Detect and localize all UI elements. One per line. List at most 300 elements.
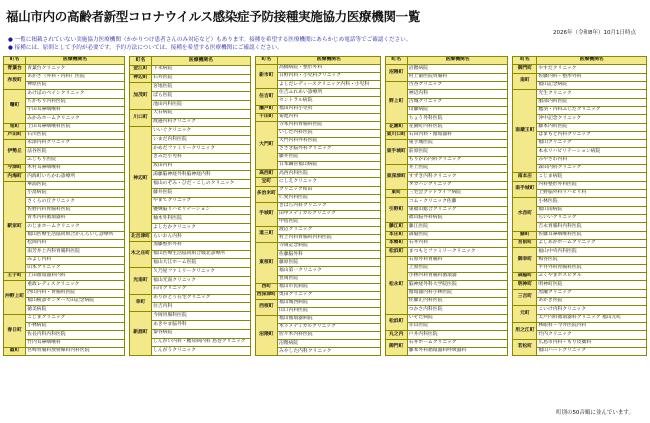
institution-cell: 藤原医院 <box>277 259 380 267</box>
clinic-table-4 <box>385 56 509 356</box>
institution-cell: ありがとう在宅クリニック <box>152 294 251 303</box>
area-cell: 松永町 <box>385 256 407 314</box>
area-cell: 曙町 <box>4 90 26 123</box>
table-row <box>385 239 508 247</box>
institution-cell: 戸井内科医院 <box>407 331 508 339</box>
table-row <box>255 291 380 299</box>
clinic-table-1 <box>3 56 125 356</box>
table-row <box>255 113 380 121</box>
table-row <box>513 173 647 181</box>
table-row <box>4 90 125 98</box>
area-cell: 元町 <box>513 306 537 323</box>
area-cell: 沖野上町 <box>4 281 26 314</box>
area-cell: 千田町 <box>255 113 277 121</box>
institution-cell: あかぎ医院 <box>537 298 647 306</box>
institution-cell: コム・クリニック佐藤 <box>407 198 508 206</box>
institution-cell: つかさ内科医院 <box>407 306 508 314</box>
institution-cell: 山本クリニック <box>26 264 125 272</box>
table-row <box>255 299 380 307</box>
area-cell: 引野町 <box>385 198 407 223</box>
area-cell: 御門町 <box>513 65 537 73</box>
institution-cell: 坂田内科 <box>152 162 251 171</box>
table-row <box>385 248 508 256</box>
institution-cell: 宇田耳鼻咽喉科 <box>26 106 125 114</box>
area-cell: 東町 <box>385 190 407 198</box>
table-row <box>385 65 508 73</box>
table-row <box>513 231 647 239</box>
institution-cell: まつもとファミリークリニック <box>407 248 508 256</box>
clinic-table-3 <box>255 56 381 356</box>
institution-cell: 青葉台クリニック <box>26 65 125 73</box>
area-cell: 駅家町 <box>4 181 26 272</box>
table-row <box>513 273 647 281</box>
institution-cell: 光生クリニック <box>537 90 647 98</box>
institution-cell: ばら医院 <box>152 92 251 101</box>
area-cell: 高西町 <box>255 170 277 178</box>
area-cell: 若松町 <box>513 339 537 356</box>
table-row <box>129 312 250 321</box>
institution-cell: 鷹羽・内科ふじたクリニック <box>537 106 647 114</box>
area-cell: 南手城町 <box>513 181 537 198</box>
table-row <box>129 74 250 83</box>
institution-cell: 松岡内科 <box>26 239 125 247</box>
area-cell: 沼隈町 <box>385 65 407 82</box>
institution-cell: みよし内科 <box>26 256 125 264</box>
table-row <box>513 198 647 206</box>
institution-cell: 住吉ふれあい診療所 <box>277 89 380 97</box>
institution-cell: 藤江医院 <box>407 223 508 231</box>
institution-cell: 福山ハートクリニック <box>537 347 647 356</box>
institution-cell: 仁愛内科医院 <box>277 194 380 202</box>
table-row <box>129 109 250 118</box>
institution-cell: しんがうクリニック <box>152 347 251 356</box>
as-of-date: 2026年（令和8年）10月1日時点 <box>553 30 636 36</box>
institution-cell: 神原医院 <box>26 81 125 89</box>
table-row <box>255 65 380 73</box>
institution-cell: 村上内科胃腸科内科医院 <box>277 235 380 243</box>
institution-cell: いそだ病院 <box>407 314 508 322</box>
institution-cell: 豊岡医院 <box>277 275 380 283</box>
institution-cell: 福山記念病院 <box>537 81 647 89</box>
institution-cell: 内科整形外科医院 <box>537 181 647 189</box>
institution-cell: 小林内科胃腸科循環器 <box>407 273 508 281</box>
institution-cell: 福山クリニック <box>537 140 647 148</box>
area-cell: 木之庄町 <box>129 241 151 267</box>
area-cell: 東川口町 <box>385 131 407 139</box>
institution-cell: 優輝脳リハビリテーション <box>152 206 251 215</box>
institution-cell: 福山南病院 <box>537 206 647 214</box>
institution-cell: こじま病院 <box>537 173 647 181</box>
institution-cell: 神辺内科 <box>407 90 508 98</box>
table-row <box>255 170 380 178</box>
institution-cell: 竹内クリニック <box>537 331 647 339</box>
table-row <box>385 256 508 264</box>
institution-cell: 福山大江ホーム医院 <box>152 259 251 268</box>
institution-cell: 福山検診センター大田記念病院 <box>26 298 125 306</box>
institution-cell: 小林病院 <box>26 323 125 331</box>
table-row <box>129 65 250 74</box>
institution-cell: 木村耳鼻咽喉科 <box>26 165 125 173</box>
area-cell: 東手城町 <box>385 140 407 165</box>
header-area: 町名 <box>513 57 537 65</box>
institution-cell: あきやま脳外科 <box>152 320 251 329</box>
institution-cell: 脳神経外科大学院医院 <box>407 281 508 289</box>
institution-cell: 太戸内科循環器科クリニック 福山元町 <box>537 314 647 322</box>
institution-cell: 福田内科小児科 <box>277 105 380 113</box>
institution-cell: 秦谷病院 <box>152 329 251 338</box>
institution-cell: きはら内科クリニック <box>277 202 380 210</box>
institution-cell: よしあかホームクリニック <box>537 239 647 247</box>
table-row <box>4 347 125 356</box>
institution-cell: 広島市内科・もり皮膚科 <box>537 339 647 347</box>
area-cell: 新市町 <box>255 65 277 89</box>
table-row <box>513 289 647 297</box>
area-cell: 南本庄 <box>513 173 537 181</box>
table-row <box>255 243 380 251</box>
institution-cell: 高橋病院・整形外科 <box>277 65 380 73</box>
institution-cell: 佐藤正内科医院 <box>407 298 508 306</box>
table-row <box>385 314 508 322</box>
institution-cell: 佐々木内科医院 <box>277 332 380 340</box>
area-cell: 瀬戸町 <box>255 105 277 113</box>
area-cell: 住吉町 <box>255 89 277 105</box>
table-row <box>129 268 250 277</box>
area-cell: 東桜町 <box>255 243 277 283</box>
header-area: 町名 <box>4 57 26 65</box>
area-cell: 宝町 <box>255 178 277 186</box>
institution-cell: 村上歯医院胃腸科 <box>407 73 508 81</box>
table-row <box>385 165 508 173</box>
area-cell: 御門町 <box>385 339 407 356</box>
institution-cell: はまもと内科クリニック <box>537 131 647 139</box>
institution-cell: 石井医院 <box>152 74 251 83</box>
institution-cell: 福山光南クリニック <box>152 276 251 285</box>
institution-cell: かめだファミリークリニック <box>152 144 251 153</box>
institution-cell: タカハシクリニック <box>407 181 508 189</box>
header-area: 町名 <box>129 57 151 66</box>
table-row <box>513 181 647 189</box>
institution-cell: ちかもり内科医院 <box>26 98 125 106</box>
area-cell: 宮前町 <box>513 239 537 247</box>
table-row <box>129 294 250 303</box>
area-cell: 川口町 <box>129 109 151 127</box>
header-institution: 医療機関名 <box>407 57 508 65</box>
table-row <box>385 123 508 131</box>
institution-cell: やすだクリニック <box>537 65 647 73</box>
institution-cell: いしだ内科医院 <box>277 129 380 137</box>
institution-cell: みやざわ内科 <box>537 156 647 164</box>
institution-cell: あかざ（外科・内科）医院 <box>26 73 125 81</box>
area-cell: 光南町 <box>129 268 151 294</box>
institution-cell: 上田耳鼻咽喉科医院 <box>26 123 125 131</box>
institution-cell: 福山市民病院 <box>277 283 380 291</box>
institution-cell: 今岡胃腸科医院 <box>152 312 251 321</box>
institution-cell: 南芳井上内科胃腸科医院 <box>26 248 125 256</box>
institution-cell: 藤本内科医院 <box>537 123 647 131</box>
table-row <box>513 281 647 289</box>
institution-cell: 佐長内科内科医院 <box>26 331 125 339</box>
table-row <box>385 231 508 239</box>
area-cell: 北吉津町 <box>129 232 151 241</box>
institution-cell: 竹内耳鼻咽喉科 <box>26 339 125 347</box>
institution-cell: こいけ内科クリニック <box>537 306 647 314</box>
institution-cell: 福山循環器病院 <box>277 316 380 324</box>
clinic-tables <box>3 56 647 356</box>
institution-cell: 寺本内科胃腸科医院 <box>277 121 380 129</box>
table-row <box>513 248 647 256</box>
institution-cell: 佐藤耳鼻咽喉科医院 <box>537 231 647 239</box>
table-row <box>385 331 508 339</box>
header-area: 町名 <box>385 57 407 65</box>
institution-cell: 明神町医院 <box>537 281 647 289</box>
institution-cell: 宮地医院 <box>152 83 251 92</box>
institution-cell: 小林医院 <box>537 198 647 206</box>
institution-cell: いいぐクリニック <box>152 127 251 136</box>
table-row <box>255 178 380 186</box>
institution-cell: 沖中記念クリニック <box>537 115 647 123</box>
institution-cell: 循環器内科小林医院 <box>407 289 508 297</box>
header-institution: 医療機関名 <box>277 57 380 65</box>
institution-cell: 住吉内科 <box>152 303 251 312</box>
table-row <box>129 83 250 92</box>
institution-cell: すずき内科クリニック <box>407 173 508 181</box>
institution-cell: 林眼科・今井医院内科 <box>537 323 647 331</box>
area-cell: 野上町 <box>385 81 407 123</box>
area-cell: 加茂町 <box>129 83 151 109</box>
institution-cell: 藤本外科循環器科呼吸器科 <box>407 347 508 356</box>
institution-cell: 石井ホームクリニック <box>407 339 508 347</box>
institution-cell: 木下メディカルクリニック <box>277 324 380 332</box>
institution-cell: 渡邉内科クリニック <box>152 118 251 127</box>
institution-cell: 永澤内科クリニック <box>26 140 125 148</box>
table-row <box>385 198 508 206</box>
institution-cell: 上原医院 <box>407 264 508 272</box>
institution-cell: ささき脳外科クリニック <box>277 146 380 154</box>
table-row <box>385 190 508 198</box>
institution-cell: 中島医院 <box>277 218 380 226</box>
footer-note: 町別の50音順に並んでいます。 <box>555 410 634 416</box>
institution-cell: 大門内科外科医院 <box>277 137 380 145</box>
area-cell: 大門町 <box>255 121 277 170</box>
note-2: ● 接種には、原則として予約が必要です。予約方法については、接種を希望する医療機関にご確認ください。 <box>8 45 283 51</box>
institution-cell: もりかわ内科クリニック <box>407 156 508 164</box>
area-cell: 三吉町 <box>513 289 537 306</box>
institution-cell: 黒瀬クリニック <box>537 289 647 297</box>
area-cell: 春日町 <box>4 314 26 347</box>
table-row <box>513 73 647 81</box>
institution-cell: 日本鋼管福山病院 <box>277 162 380 170</box>
institution-cell: 山口内科医院 <box>277 307 380 315</box>
table-row <box>385 339 508 347</box>
institution-cell: 森田内科クリニック <box>537 165 647 173</box>
institution-cell: 沼隈病院 <box>277 340 380 348</box>
institution-cell: さくらの丘クリニック <box>26 198 125 206</box>
notes <box>8 36 508 52</box>
table-row <box>255 186 380 194</box>
area-cell: 明神町 <box>513 281 537 289</box>
institution-cell: 藤井医院 <box>277 154 380 162</box>
area-cell: 南蔵王町 <box>513 90 537 173</box>
institution-cell: いまだ内科医院 <box>152 136 251 145</box>
table-row <box>513 306 647 314</box>
area-cell: 神辺町 <box>129 74 151 83</box>
institution-cell: こじまクリニック <box>26 314 125 322</box>
area-cell: 用之江町 <box>513 323 537 340</box>
institution-cell: 沼隈病院 <box>407 65 508 73</box>
institution-cell: 福山城西病院 <box>277 299 380 307</box>
institution-cell: 田中メディカルクリニック <box>277 210 380 218</box>
table-row <box>385 81 508 89</box>
institution-cell: 重政レディスクリニック <box>26 281 125 289</box>
institution-cell: にしえクリニック <box>277 178 380 186</box>
institution-cell: 西山内科・胃腸科医院 <box>26 289 125 297</box>
institution-cell: やまてクリニック <box>152 197 251 206</box>
table-row <box>4 165 125 173</box>
institution-cell: 寺岡記念病院 <box>277 243 380 251</box>
table-row <box>129 241 250 250</box>
institution-cell: 本永リハビリテーション病院 <box>537 148 647 156</box>
institution-cell: 菊池内科 <box>277 113 380 121</box>
institution-cell: 石川医院 <box>26 131 125 139</box>
table-row <box>513 339 647 347</box>
area-cell: 西桜町 <box>255 299 277 315</box>
area-cell: 金江町 <box>129 65 151 74</box>
table-row <box>255 121 380 129</box>
header-institution: 医療機関名 <box>152 57 251 66</box>
area-cell: 神辺町 <box>129 127 151 233</box>
institution-cell: よしたかクリニック <box>152 224 251 233</box>
area-cell: 多治米町 <box>255 186 277 202</box>
table-row <box>4 73 125 81</box>
area-cell: 本庄町 <box>385 231 407 239</box>
institution-cell: のじまホームクリニック <box>26 223 125 231</box>
table-row <box>385 131 508 139</box>
institution-cell: 内海町いちかわ診療所 <box>26 173 125 181</box>
table-row <box>385 223 508 231</box>
note-1: ● 一覧に掲載されていない実施協力医療機関（かかりつけ患者さんのみ対応など）もあります。接種を希望する医療機関にあらかじめ電話等でご確認ください。 <box>8 37 412 43</box>
institution-cell: 下永病院 <box>152 65 251 74</box>
institution-cell: 藤井医院 <box>152 188 251 197</box>
area-cell: 丸之内 <box>385 331 407 339</box>
institution-cell: 日野内科・小児科クリニック <box>277 73 380 81</box>
table-row <box>4 65 125 73</box>
table-row <box>4 314 125 322</box>
institution-cell: 東手城医院 <box>407 140 508 148</box>
area-cell: 手城町 <box>255 202 277 226</box>
institution-cell: 湯藤脳神経外科脳神経内科 <box>152 171 251 180</box>
table-row <box>513 90 647 98</box>
table-row <box>255 226 380 234</box>
area-cell: 緑町 <box>513 231 537 239</box>
clinic-table-2 <box>129 56 251 356</box>
table-row <box>255 105 380 113</box>
table-row <box>4 181 125 189</box>
area-cell: 赤坂町 <box>4 73 26 90</box>
institution-cell: 前原医院 <box>407 148 508 156</box>
institution-cell: 三宅会グッドライフ病院 <box>407 190 508 198</box>
institution-cell: 小畠病院 <box>26 190 125 198</box>
header-area: 町名 <box>255 57 277 65</box>
institution-cell: 上田循環器科内科 <box>26 273 125 281</box>
table-row <box>4 281 125 289</box>
institution-cell: きみだ小児科 <box>152 153 251 162</box>
institution-cell: 佐藤内科・整形外科 <box>537 73 647 81</box>
table-row <box>255 316 380 324</box>
institution-cell: 青木内科循環器科 <box>26 214 125 222</box>
header-institution: 医療機関名 <box>537 57 647 65</box>
institution-cell: 池田内科医院 <box>152 100 251 109</box>
table-row <box>255 202 380 210</box>
table-row <box>129 127 250 136</box>
institution-cell: 石井内科 <box>407 239 508 247</box>
institution-cell: 柚木外科医院 <box>152 215 251 224</box>
institution-cell: らいいクリニック <box>537 214 647 222</box>
table-row <box>513 239 647 247</box>
page-title: 福山市内の高齢者新型コロナウイルス感染症予防接種実施協力医療機関一覧 <box>6 9 421 24</box>
area-cell: 本郷町 <box>385 239 407 247</box>
table-row <box>385 140 508 148</box>
institution-cell: 大石病院 <box>152 109 251 118</box>
institution-cell: 宮崎胃腸科放射線科内科医院 <box>26 347 125 356</box>
institution-cell: 法谷医院 <box>26 148 125 156</box>
table-row <box>4 140 125 148</box>
institution-cell: 井上医院 <box>407 165 508 173</box>
area-cell: 御幸町 <box>513 248 537 273</box>
institution-cell: 佐野内科胃腸科医院 <box>26 206 125 214</box>
institution-cell: 福山医療生活協同組合かんらいし診療所 <box>26 231 125 239</box>
institution-cell: みやした内科クリニック <box>277 348 380 356</box>
institution-cell: みかみホームクリニック <box>26 115 125 123</box>
institution-cell: ちょう外科医院 <box>407 115 508 123</box>
table-row <box>255 283 380 291</box>
institution-cell: 徳美病院 <box>26 306 125 314</box>
area-cell: 新涯町 <box>129 312 151 356</box>
institution-cell: しんがい内科・糖尿病内科 島巻クリニック <box>152 338 251 347</box>
institution-cell: 森脇医院 <box>407 231 508 239</box>
table-row <box>513 65 647 73</box>
institution-cell: 福山脳外科病院 <box>407 214 508 222</box>
area-cell: 南町 <box>513 73 537 90</box>
area-cell: 王子町 <box>4 273 26 281</box>
area-cell: 藤江町 <box>385 223 407 231</box>
area-cell: 幸町 <box>129 294 151 312</box>
institution-cell: 古谷クリニック <box>407 81 508 89</box>
area-cell: 旭町 <box>4 123 26 131</box>
institution-cell: よしだレディースクリニック内科・小児科 <box>277 81 380 89</box>
institution-cell: 山藤病院 <box>407 106 508 114</box>
institution-cell: ふじもり医院 <box>26 156 125 164</box>
institution-cell: セントラル病院 <box>277 97 380 105</box>
institution-cell: 福山医療生活協同組合城北診療所 <box>152 250 251 259</box>
table-row <box>4 273 125 281</box>
area-cell: 水呑町 <box>513 198 537 231</box>
institution-cell: 久乃屋ファミリークリニック <box>152 268 251 277</box>
area-cell: 東深津町 <box>385 165 407 190</box>
area-cell: 霞町 <box>4 347 26 356</box>
area-cell: 内海町 <box>4 173 26 181</box>
table-row <box>513 323 647 331</box>
institution-cell: 華浦医院 <box>26 181 125 189</box>
institution-cell: らいおん内科 <box>152 232 251 241</box>
area-cell: 松浜町 <box>385 248 407 256</box>
institution-cell: 福山第一クリニック <box>277 267 380 275</box>
institution-cell: 吉永胃腸科内科医院 <box>537 223 647 231</box>
institution-cell: 福山中央内科医院 <box>537 248 647 256</box>
table-row <box>4 123 125 131</box>
institution-cell: クリニック和田 <box>277 186 380 194</box>
area-cell: 西町 <box>255 283 277 291</box>
area-cell: 道三町 <box>255 226 277 242</box>
